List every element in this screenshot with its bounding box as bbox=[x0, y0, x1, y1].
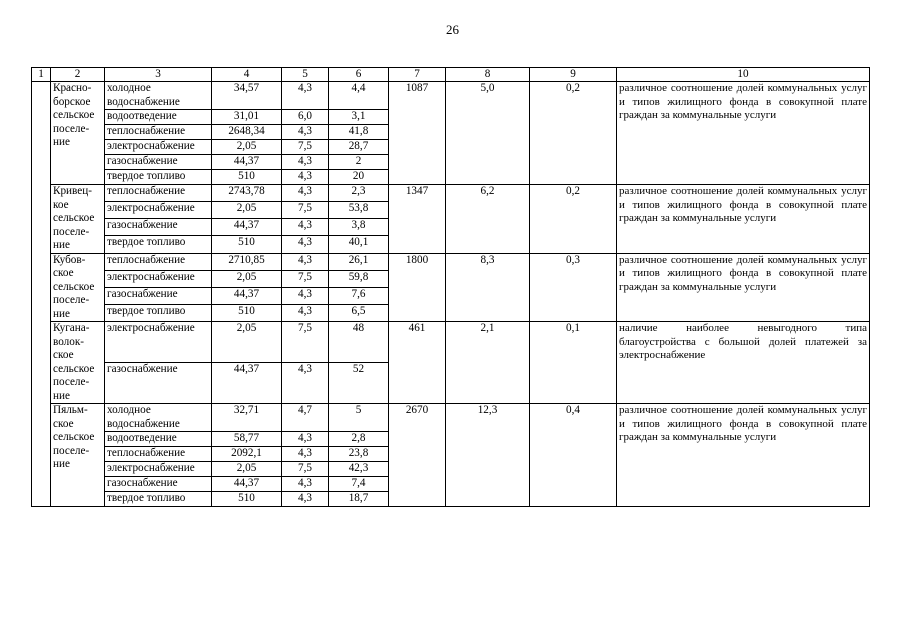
share-value: 3,1 bbox=[329, 110, 389, 125]
index-value: 4,3 bbox=[282, 219, 329, 236]
share-value: 42,3 bbox=[329, 462, 389, 477]
column-number: 2 bbox=[51, 68, 105, 82]
share-value: 41,8 bbox=[329, 125, 389, 140]
share-value: 23,8 bbox=[329, 447, 389, 462]
index-value: 4,7 bbox=[282, 404, 329, 432]
index-value: 4,3 bbox=[282, 492, 329, 507]
service-name: холодное водоснабжение bbox=[105, 82, 212, 110]
column-number: 9 bbox=[530, 68, 617, 82]
service-name: газоснабжение bbox=[105, 363, 212, 404]
index-value: 4,3 bbox=[282, 185, 329, 202]
indicator-column-9: 0,4 bbox=[530, 404, 617, 507]
service-name: твердое топливо bbox=[105, 304, 212, 321]
index-value: 4,3 bbox=[282, 82, 329, 110]
service-name: электроснабжение bbox=[105, 462, 212, 477]
share-value: 5 bbox=[329, 404, 389, 432]
reason-note: различное соотношение долей коммунальных услуг и типов жилищного фонда в совокупной плате граждан за коммунальные услуги bbox=[617, 404, 870, 507]
tariff-value: 31,01 bbox=[212, 110, 282, 125]
column-number: 1 bbox=[32, 68, 51, 82]
tariff-value: 510 bbox=[212, 170, 282, 185]
share-value: 52 bbox=[329, 363, 389, 404]
indicator-column-8: 5,0 bbox=[446, 82, 530, 185]
service-name: газоснабжение bbox=[105, 155, 212, 170]
service-name: газоснабжение bbox=[105, 287, 212, 304]
reason-note: различное соотношение долей коммунальных услуг и типов жилищного фонда в совокупной плате граждан за коммунальные услуги bbox=[617, 253, 870, 322]
column-number: 7 bbox=[389, 68, 446, 82]
settlement-name: Кривец-кое сельское поселе-ние bbox=[51, 185, 105, 254]
service-name: теплоснабжение bbox=[105, 253, 212, 270]
indicator-column-9: 0,3 bbox=[530, 253, 617, 322]
index-value: 4,3 bbox=[282, 287, 329, 304]
service-name: газоснабжение bbox=[105, 477, 212, 492]
indicator-column-7: 1347 bbox=[389, 185, 446, 254]
share-value: 7,6 bbox=[329, 287, 389, 304]
share-value: 4,4 bbox=[329, 82, 389, 110]
share-value: 26,1 bbox=[329, 253, 389, 270]
index-value: 4,3 bbox=[282, 170, 329, 185]
table-row bbox=[32, 82, 870, 110]
tariff-value: 44,37 bbox=[212, 287, 282, 304]
share-value: 2,3 bbox=[329, 185, 389, 202]
service-name: холодное водоснабжение bbox=[105, 404, 212, 432]
page-number: 26 bbox=[446, 22, 459, 37]
tariff-value: 2710,85 bbox=[212, 253, 282, 270]
index-value: 4,3 bbox=[282, 253, 329, 270]
service-name: теплоснабжение bbox=[105, 447, 212, 462]
index-value: 7,5 bbox=[282, 140, 329, 155]
service-name: твердое топливо bbox=[105, 492, 212, 507]
indicator-column-8: 2,1 bbox=[446, 322, 530, 404]
index-value: 4,3 bbox=[282, 447, 329, 462]
share-value: 20 bbox=[329, 170, 389, 185]
share-value: 53,8 bbox=[329, 202, 389, 219]
index-value: 4,3 bbox=[282, 477, 329, 492]
indicator-column-7: 1087 bbox=[389, 82, 446, 185]
indicator-column-7: 1800 bbox=[389, 253, 446, 322]
column-number: 3 bbox=[105, 68, 212, 82]
indicator-column-7: 2670 bbox=[389, 404, 446, 507]
tariff-value: 34,57 bbox=[212, 82, 282, 110]
share-value: 59,8 bbox=[329, 270, 389, 287]
tariff-value: 44,37 bbox=[212, 219, 282, 236]
tariff-value: 44,37 bbox=[212, 155, 282, 170]
reason-note: наличие наиболее невыгодного типа благоустройства с большой долей платежей за электроснабжение bbox=[617, 322, 870, 404]
indicator-column-9: 0,1 bbox=[530, 322, 617, 404]
tariff-value: 510 bbox=[212, 492, 282, 507]
share-value: 3,8 bbox=[329, 219, 389, 236]
table-row bbox=[32, 322, 870, 363]
indicator-column-9: 0,2 bbox=[530, 82, 617, 185]
column-number-row bbox=[32, 68, 870, 82]
table-row bbox=[32, 253, 870, 270]
indicator-column-8: 12,3 bbox=[446, 404, 530, 507]
settlement-name: Кубов-ское сельское поселе-ние bbox=[51, 253, 105, 322]
index-value: 6,0 bbox=[282, 110, 329, 125]
index-value: 4,3 bbox=[282, 432, 329, 447]
share-value: 40,1 bbox=[329, 236, 389, 253]
settlement-name: Пяльм-ское сельское поселе-ние bbox=[51, 404, 105, 507]
share-value: 48 bbox=[329, 322, 389, 363]
tariff-value: 2092,1 bbox=[212, 447, 282, 462]
index-value: 4,3 bbox=[282, 304, 329, 321]
service-name: электроснабжение bbox=[105, 140, 212, 155]
column-number: 10 bbox=[617, 68, 870, 82]
indicator-column-8: 8,3 bbox=[446, 253, 530, 322]
share-value: 18,7 bbox=[329, 492, 389, 507]
share-value: 28,7 bbox=[329, 140, 389, 155]
tariff-value: 2,05 bbox=[212, 462, 282, 477]
tariff-value: 510 bbox=[212, 304, 282, 321]
index-value: 4,3 bbox=[282, 155, 329, 170]
index-value: 4,3 bbox=[282, 363, 329, 404]
table-row bbox=[32, 404, 870, 432]
table-body bbox=[32, 68, 870, 507]
settlement-name: Красно-борское сельское поселе-ние bbox=[51, 82, 105, 185]
reason-note: различное соотношение долей коммунальных услуг и типов жилищного фонда в совокупной плате граждан за коммунальные услуги bbox=[617, 82, 870, 185]
service-name: газоснабжение bbox=[105, 219, 212, 236]
index-value: 7,5 bbox=[282, 270, 329, 287]
tariff-value: 2,05 bbox=[212, 270, 282, 287]
table-row bbox=[32, 185, 870, 202]
service-name: водоотведение bbox=[105, 432, 212, 447]
share-value: 2,8 bbox=[329, 432, 389, 447]
share-value: 7,4 bbox=[329, 477, 389, 492]
index-value: 7,5 bbox=[282, 202, 329, 219]
index-value: 4,3 bbox=[282, 125, 329, 140]
column-1-cell bbox=[32, 82, 51, 507]
reason-note: различное соотношение долей коммунальных услуг и типов жилищного фонда в совокупной плате граждан за коммунальные услуги bbox=[617, 185, 870, 254]
service-name: теплоснабжение bbox=[105, 185, 212, 202]
index-value: 4,3 bbox=[282, 236, 329, 253]
tariff-value: 2,05 bbox=[212, 140, 282, 155]
index-value: 7,5 bbox=[282, 322, 329, 363]
column-number: 8 bbox=[446, 68, 530, 82]
tariff-value: 2,05 bbox=[212, 202, 282, 219]
service-name: электроснабжение bbox=[105, 322, 212, 363]
tariff-value: 510 bbox=[212, 236, 282, 253]
service-name: твердое топливо bbox=[105, 170, 212, 185]
indicator-column-8: 6,2 bbox=[446, 185, 530, 254]
tariff-value: 2,05 bbox=[212, 322, 282, 363]
indicator-column-7: 461 bbox=[389, 322, 446, 404]
service-name: твердое топливо bbox=[105, 236, 212, 253]
service-name: электроснабжение bbox=[105, 270, 212, 287]
column-number: 6 bbox=[329, 68, 389, 82]
service-name: водоотведение bbox=[105, 110, 212, 125]
column-number: 5 bbox=[282, 68, 329, 82]
indicator-column-9: 0,2 bbox=[530, 185, 617, 254]
tariff-value: 44,37 bbox=[212, 363, 282, 404]
tariff-value: 2743,78 bbox=[212, 185, 282, 202]
share-value: 6,5 bbox=[329, 304, 389, 321]
share-value: 2 bbox=[329, 155, 389, 170]
settlement-name: Кугана-волок-ское сельское поселе-ние bbox=[51, 322, 105, 404]
tariff-value: 32,71 bbox=[212, 404, 282, 432]
tariff-value: 44,37 bbox=[212, 477, 282, 492]
tariff-value: 2648,34 bbox=[212, 125, 282, 140]
column-number: 4 bbox=[212, 68, 282, 82]
service-name: электроснабжение bbox=[105, 202, 212, 219]
tariff-table bbox=[31, 67, 870, 507]
service-name: теплоснабжение bbox=[105, 125, 212, 140]
index-value: 7,5 bbox=[282, 462, 329, 477]
tariff-value: 58,77 bbox=[212, 432, 282, 447]
